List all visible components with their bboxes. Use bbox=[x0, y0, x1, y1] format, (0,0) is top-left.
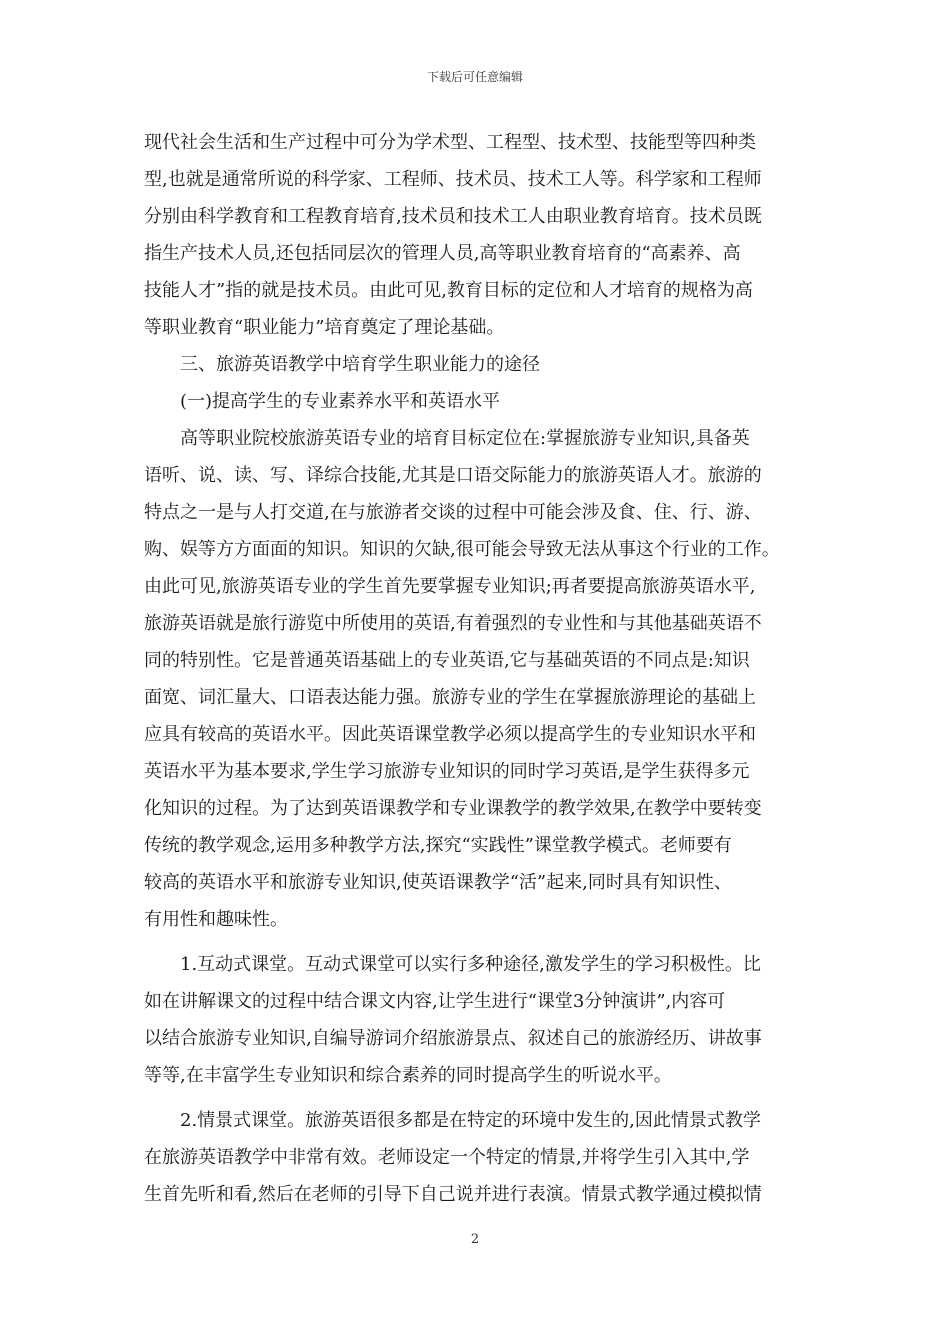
text-line: 特点之一是与人打交道,在与旅游者交谈的过程中可能会涉及食、住、行、游、 bbox=[144, 502, 762, 523]
text-line: 英语水平为基本要求,学生学习旅游专业知识的同时学习英语,是学生获得多元 bbox=[144, 761, 750, 782]
subsection-heading: (一)提高学生的专业素养水平和英语水平 bbox=[144, 391, 501, 412]
text-line: 面宽、词汇量大、口语表达能力强。旅游专业的学生在掌握旅游理论的基础上 bbox=[144, 687, 756, 708]
page-header: 下载后可任意编辑 bbox=[426, 70, 523, 84]
text-line: 等等,在丰富学生专业知识和综合素养的同时提高学生的听说水平。 bbox=[144, 1065, 672, 1086]
text-line: 高等职业院校旅游英语专业的培育目标定位在:掌握旅游专业知识,具备英 bbox=[144, 428, 750, 449]
paragraph-gap bbox=[144, 1094, 806, 1102]
paragraph-gap bbox=[144, 938, 806, 946]
text-line: 同的特别性。它是普通英语基础上的专业英语,它与基础英语的不同点是:知识 bbox=[144, 650, 750, 671]
text-line: 分别由科学教育和工程教育培育,技术员和技术工人由职业教育培育。技术员既 bbox=[144, 206, 762, 227]
text-line: 以结合旅游专业知识,自编导游词介绍旅游景点、叙述自己的旅游经历、讲故事 bbox=[144, 1028, 762, 1049]
text-line: 由此可见,旅游英语专业的学生首先要掌握专业知识;再者要提高旅游英语水平, bbox=[144, 576, 756, 597]
text-line: 1.互动式课堂。互动式课堂可以实行多种途径,激发学生的学习积极性。比 bbox=[144, 954, 761, 975]
paragraph-block-2 bbox=[144, 946, 806, 1094]
text-line: 技能人才”指的就是技术员。由此可见,教育目标的定位和人才培育的规格为高 bbox=[144, 280, 753, 301]
text-line: 传统的教学观念,运用多种教学方法,探究“实践性”课堂教学模式。老师要有 bbox=[144, 835, 732, 856]
text-line: 旅游英语就是旅行游览中所使用的英语,有着强烈的专业性和与其他基础英语不 bbox=[144, 613, 762, 634]
text-line: 如在讲解课文的过程中结合课文内容,让学生进行“课堂3分钟演讲”,内容可 bbox=[144, 991, 726, 1012]
text-line: 生首先听和看,然后在老师的引导下自己说并进行表演。情景式教学通过模拟情 bbox=[144, 1184, 762, 1205]
text-line: 型,也就是通常所说的科学家、工程师、技术员、技术工人等。科学家和工程师 bbox=[144, 169, 762, 190]
paragraph-block-1 bbox=[144, 124, 806, 938]
text-line: 有用性和趣味性。 bbox=[144, 909, 288, 930]
text-line: 化知识的过程。为了达到英语课教学和专业课教学的教学效果,在教学中要转变 bbox=[144, 798, 762, 819]
text-line: 在旅游英语教学中非常有效。老师设定一个特定的情景,并将学生引入其中,学 bbox=[144, 1147, 750, 1168]
text-line: 等职业教育“职业能力”培育奠定了理论基础。 bbox=[144, 317, 505, 338]
text-line: 较高的英语水平和旅游专业知识,使英语课教学“活”起来,同时具有知识性、 bbox=[144, 872, 732, 893]
document-body bbox=[144, 124, 806, 1213]
text-line: 语听、说、读、写、译综合技能,尤其是口语交际能力的旅游英语人才。旅游的 bbox=[144, 465, 762, 486]
text-line: 购、娱等方方面面的知识。知识的欠缺,很可能会导致无法从事这个行业的工作。 bbox=[144, 539, 780, 560]
paragraph-block-3 bbox=[144, 1102, 806, 1213]
section-heading: 三、旅游英语教学中培育学生职业能力的途径 bbox=[144, 354, 540, 375]
text-line: 应具有较高的英语水平。因此英语课堂教学必须以提高学生的专业知识水平和 bbox=[144, 724, 756, 745]
text-line: 现代社会生活和生产过程中可分为学术型、工程型、技术型、技能型等四种类 bbox=[144, 132, 756, 153]
text-line: 2.情景式课堂。旅游英语很多都是在特定的环境中发生的,因此情景式教学 bbox=[144, 1110, 761, 1131]
page-number: 2 bbox=[470, 1232, 480, 1247]
text-line: 指生产技术人员,还包括同层次的管理人员,高等职业教育培育的“高素养、高 bbox=[144, 243, 741, 264]
